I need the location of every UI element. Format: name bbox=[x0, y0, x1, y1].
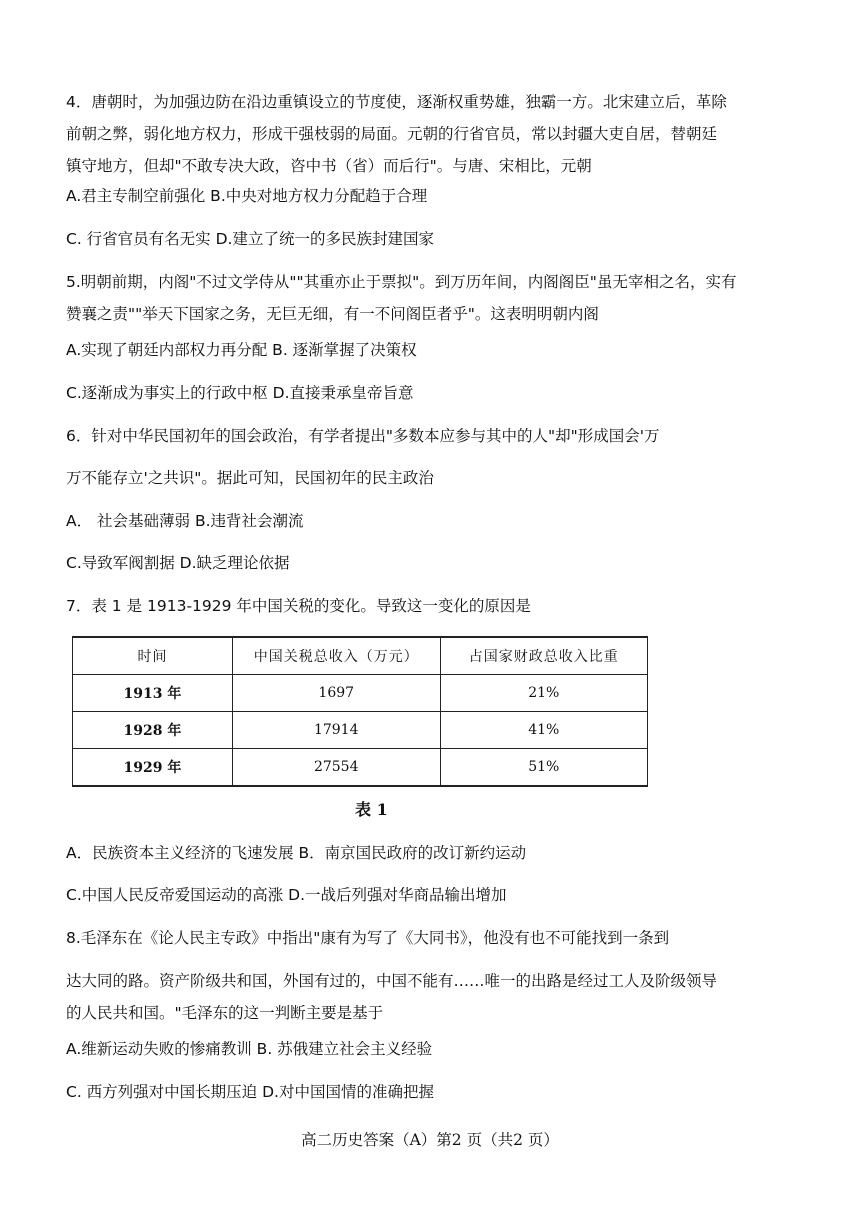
question-7-options-ab: A．民族资本主义经济的飞速发展 B．南京国民政府的改订新约运动 bbox=[66, 844, 527, 862]
tariff-table-container bbox=[72, 636, 648, 787]
question-8-stem-cont bbox=[66, 965, 811, 1029]
question-6-options-ab: A． 社会基础薄弱 B.违背社会潮流 bbox=[66, 512, 304, 530]
table-caption: 表 1 bbox=[355, 800, 388, 819]
table-cell-year: 1928 年 bbox=[73, 712, 233, 749]
question-8-options-cd: C. 西方列强对中国长期压迫 D.对中国国情的准确把握 bbox=[66, 1083, 434, 1101]
table-header-share: 占国家财政总收入比重 bbox=[440, 637, 647, 675]
table-header-revenue: 中国关税总收入（万元） bbox=[232, 637, 440, 675]
table-cell-revenue: 17914 bbox=[232, 712, 440, 749]
question-6-line-2: 万不能存立'之共识"。据此可知，民国初年的民主政治 bbox=[66, 469, 434, 487]
question-4-line-2: 前朝之弊，弱化地方权力，形成干强枝弱的局面。元朝的行省官员，常以封疆大吏自居，替朝廷 bbox=[66, 125, 718, 143]
table-cell-share: 41% bbox=[440, 712, 647, 749]
question-8-line-2: 达大同的路。资产阶级共和国，外国有过的，中国不能有……唯一的出路是经过工人及阶级领导 bbox=[66, 972, 718, 990]
tariff-table bbox=[72, 636, 648, 787]
table-header-row bbox=[73, 637, 648, 675]
page-footer: 高二历史答案（A）第2 页（共2 页） bbox=[301, 1131, 559, 1149]
question-4-options-ab: A.君主专制空前强化 B.中央对地方权力分配趋于合理 bbox=[66, 187, 428, 205]
table-cell-year: 1913 年 bbox=[73, 675, 233, 712]
question-4-stem bbox=[66, 86, 811, 182]
question-5-options-ab: A.实现了朝廷内部权力再分配 B. 逐渐掌握了决策权 bbox=[66, 341, 417, 359]
table-cell-revenue: 1697 bbox=[232, 675, 440, 712]
table-cell-share: 21% bbox=[440, 675, 647, 712]
question-5-options-cd: C.逐渐成为事实上的行政中枢 D.直接秉承皇帝旨意 bbox=[66, 384, 414, 402]
question-4-line-1: 4．唐朝时，为加强边防在沿边重镇设立的节度使，逐渐权重势雄，独霸一方。北宋建立后，革除 bbox=[66, 93, 727, 111]
table-header-time: 时间 bbox=[73, 637, 233, 675]
question-6-line-1: 6．针对中华民国初年的国会政治，有学者提出"多数本应参与其中的人"却"形成国会'万 bbox=[66, 427, 660, 445]
question-7-options-cd: C.中国人民反帝爱国运动的高涨 D.一战后列强对华商品输出增加 bbox=[66, 886, 507, 904]
table-row bbox=[73, 712, 648, 749]
question-5-line-1: 5.明朝前期，内阁"不过文学侍从""其重亦止于票拟"。到万历年间，内阁阁臣"虽无宰相之名，实有 bbox=[66, 273, 737, 291]
question-5-line-2: 赞襄之责""举天下国家之务，无巨无细，有一不问阁臣者乎"。这表明明朝内阁 bbox=[66, 305, 599, 323]
question-8-line-1: 8.毛泽东在《论人民主专政》中指出"康有为写了《大同书》，他没有也不可能找到一条到 bbox=[66, 929, 670, 947]
question-6-options-cd: C.导致军阀割据 D.缺乏理论依据 bbox=[66, 554, 290, 572]
table-cell-share: 51% bbox=[440, 749, 647, 787]
question-8-line-3: 的人民共和国。"毛泽东的这一判断主要是基于 bbox=[66, 1004, 384, 1022]
table-row bbox=[73, 675, 648, 712]
question-4-options-cd: C. 行省官员有名无实 D.建立了统一的多民族封建国家 bbox=[66, 230, 434, 248]
table-row bbox=[73, 749, 648, 787]
question-5-stem bbox=[66, 266, 811, 330]
question-8-options-ab: A.维新运动失败的惨痛教训 B. 苏俄建立社会主义经验 bbox=[66, 1040, 433, 1058]
table-cell-year: 1929 年 bbox=[73, 749, 233, 787]
table-cell-revenue: 27554 bbox=[232, 749, 440, 787]
question-7-stem: 7．表 1 是 1913-1929 年中国关税的变化。导致这一变化的原因是 bbox=[66, 597, 531, 615]
question-4-line-3: 镇守地方，但却"不敢专决大政，咨中书（省）而后行"。与唐、宋相比，元朝 bbox=[66, 157, 592, 175]
